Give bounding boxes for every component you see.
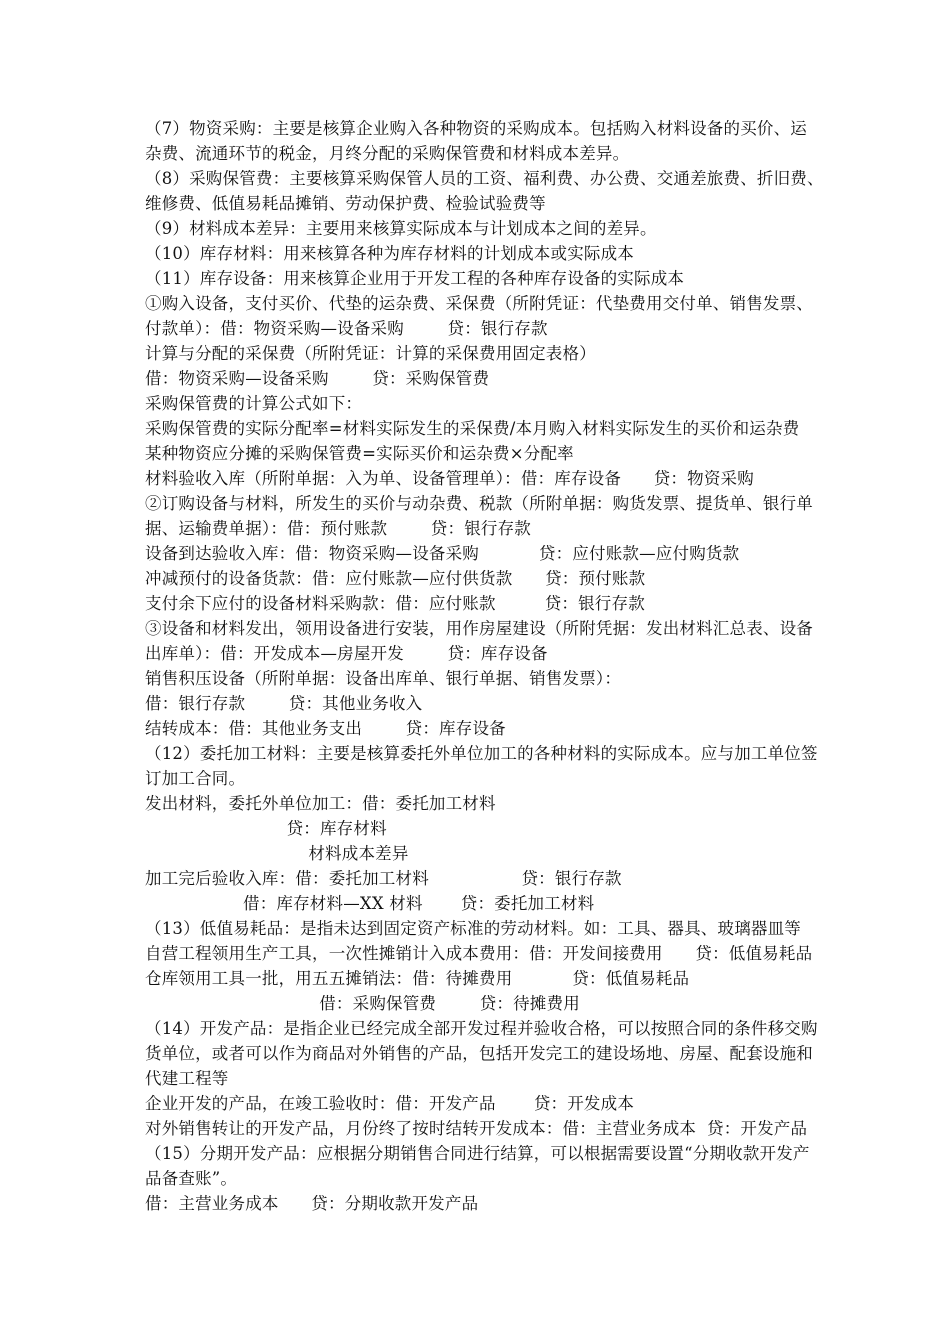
text-line: 借：主营业务成本 贷：分期收款开发产品 [145,1194,479,1213]
text-line: （14）开发产品：是指企业已经完成全部开发过程并验收合格，可以按照合同的条件移交购 [145,1019,818,1038]
text-line: （10）库存材料：用来核算各种为库存材料的计划成本或实际成本 [145,244,634,263]
text-line: 出库单）：借：开发成本—房屋开发 贷：库存设备 [145,644,548,663]
text-line: （15）分期开发产品：应根据分期销售合同进行结算，可以根据需要设置“分期收款开发产 [145,1144,810,1163]
text-line: 材料验收入库（所附单据：入为单、设备管理单）：借：库存设备 贷：物资采购 [145,469,754,488]
text-line: 销售积压设备（所附单据：设备出库单、银行单据、销售发票）： [145,669,622,688]
text-line: 材料成本差异 [145,844,409,863]
text-line: （8）采购保管费：主要核算采购保管人员的工资、福利费、办公费、交通差旅费、折旧费、 [145,169,824,188]
text-line: 代建工程等 [145,1069,229,1088]
text-line: 货单位，或者可以作为商品对外销售的产品，包括开发完工的建设场地、房屋、配套设施和 [145,1044,813,1063]
text-line: 借：采购保管费 贷：待摊费用 [145,994,580,1013]
text-line: 采购保管费的计算公式如下： [145,394,363,413]
text-line: 加工完后验收入库：借：委托加工材料 贷：银行存款 [145,869,622,888]
text-line: 冲减预付的设备货款：借：应付账款—应付供货款 贷：预付账款 [145,569,646,588]
text-line: （12）委托加工材料：主要是核算委托外单位加工的各种材料的实际成本。应与加工单位签 [145,744,818,763]
text-line: ③设备和材料发出，领用设备进行安装，用作房屋建设（所附凭据：发出材料汇总表、设备 [145,619,813,638]
text-line: 维修费、低值易耗品摊销、劳动保护费、检验试验费等 [145,194,546,213]
text-line: 借：物资采购—设备采购 贷：采购保管费 [145,369,490,388]
text-line: 发出材料，委托外单位加工：借：委托加工材料 [145,794,496,813]
text-line: （11）库存设备：用来核算企业用于开发工程的各种库存设备的实际成本 [145,269,685,288]
text-line: 对外销售转让的开发产品，月份终了按时结转开发成本：借：主营业务成本 贷：开发产品 [145,1119,808,1138]
text-line: （13）低值易耗品：是指未达到固定资产标准的劳动材料。如：工具、器具、玻璃器皿等 [145,919,801,938]
text-line: 采购保管费的实际分配率=材料实际发生的采保费/本月购入材料实际发生的买价和运杂费 [145,419,800,438]
text-line: 贷：库存材料 [145,819,387,838]
text-line: 设备到达验收入库：借：物资采购—设备采购 贷：应付账款—应付购货款 [145,544,740,563]
text-line: 结转成本：借：其他业务支出 贷：库存设备 [145,719,506,738]
text-line: （9）材料成本差异：主要用来核算实际成本与计划成本之间的差异。 [145,219,657,238]
text-line: 借：银行存款 贷：其他业务收入 [145,694,423,713]
text-line: ①购入设备，支付买价、代垫的运杂费、采保费（所附凭证：代垫费用交付单、销售发票、 [145,294,813,313]
text-line: 据、运输费单据）：借：预付账款 贷：银行存款 [145,519,532,538]
text-line: 杂费、流通环节的税金，月终分配的采购保管费和材料成本差异。 [145,144,630,163]
text-line: 支付余下应付的设备材料采购款：借：应付账款 贷：银行存款 [145,594,645,613]
text-line: ②订购设备与材料，所发生的买价与动杂费、税款（所附单据：购货发票、提货单、银行单 [145,494,813,513]
text-line: （7）物资采购：主要是核算企业购入各种物资的采购成本。包括购入材料设备的买价、运 [145,119,807,138]
text-line: 自营工程领用生产工具，一次性摊销计入成本费用：借：开发间接费用 贷：低值易耗品 [145,944,813,963]
text-line: 计算与分配的采保费（所附凭证：计算的采保费用固定表格） [145,344,596,363]
text-line: 品备查账”。 [145,1169,238,1188]
text-line: 仓库领用工具一批，用五五摊销法：借：待摊费用 贷：低值易耗品 [145,969,690,988]
text-line: 付款单）：借：物资采购—设备采购 贷：银行存款 [145,319,548,338]
text-line: 某种物资应分摊的采购保管费=实际买价和运杂费×分配率 [145,444,574,463]
text-line: 订加工合同。 [145,769,246,788]
text-line: 企业开发的产品，在竣工验收时：借：开发产品 贷：开发成本 [145,1094,635,1113]
text-line: 借：库存材料—XX 材料 贷：委托加工材料 [145,894,595,913]
